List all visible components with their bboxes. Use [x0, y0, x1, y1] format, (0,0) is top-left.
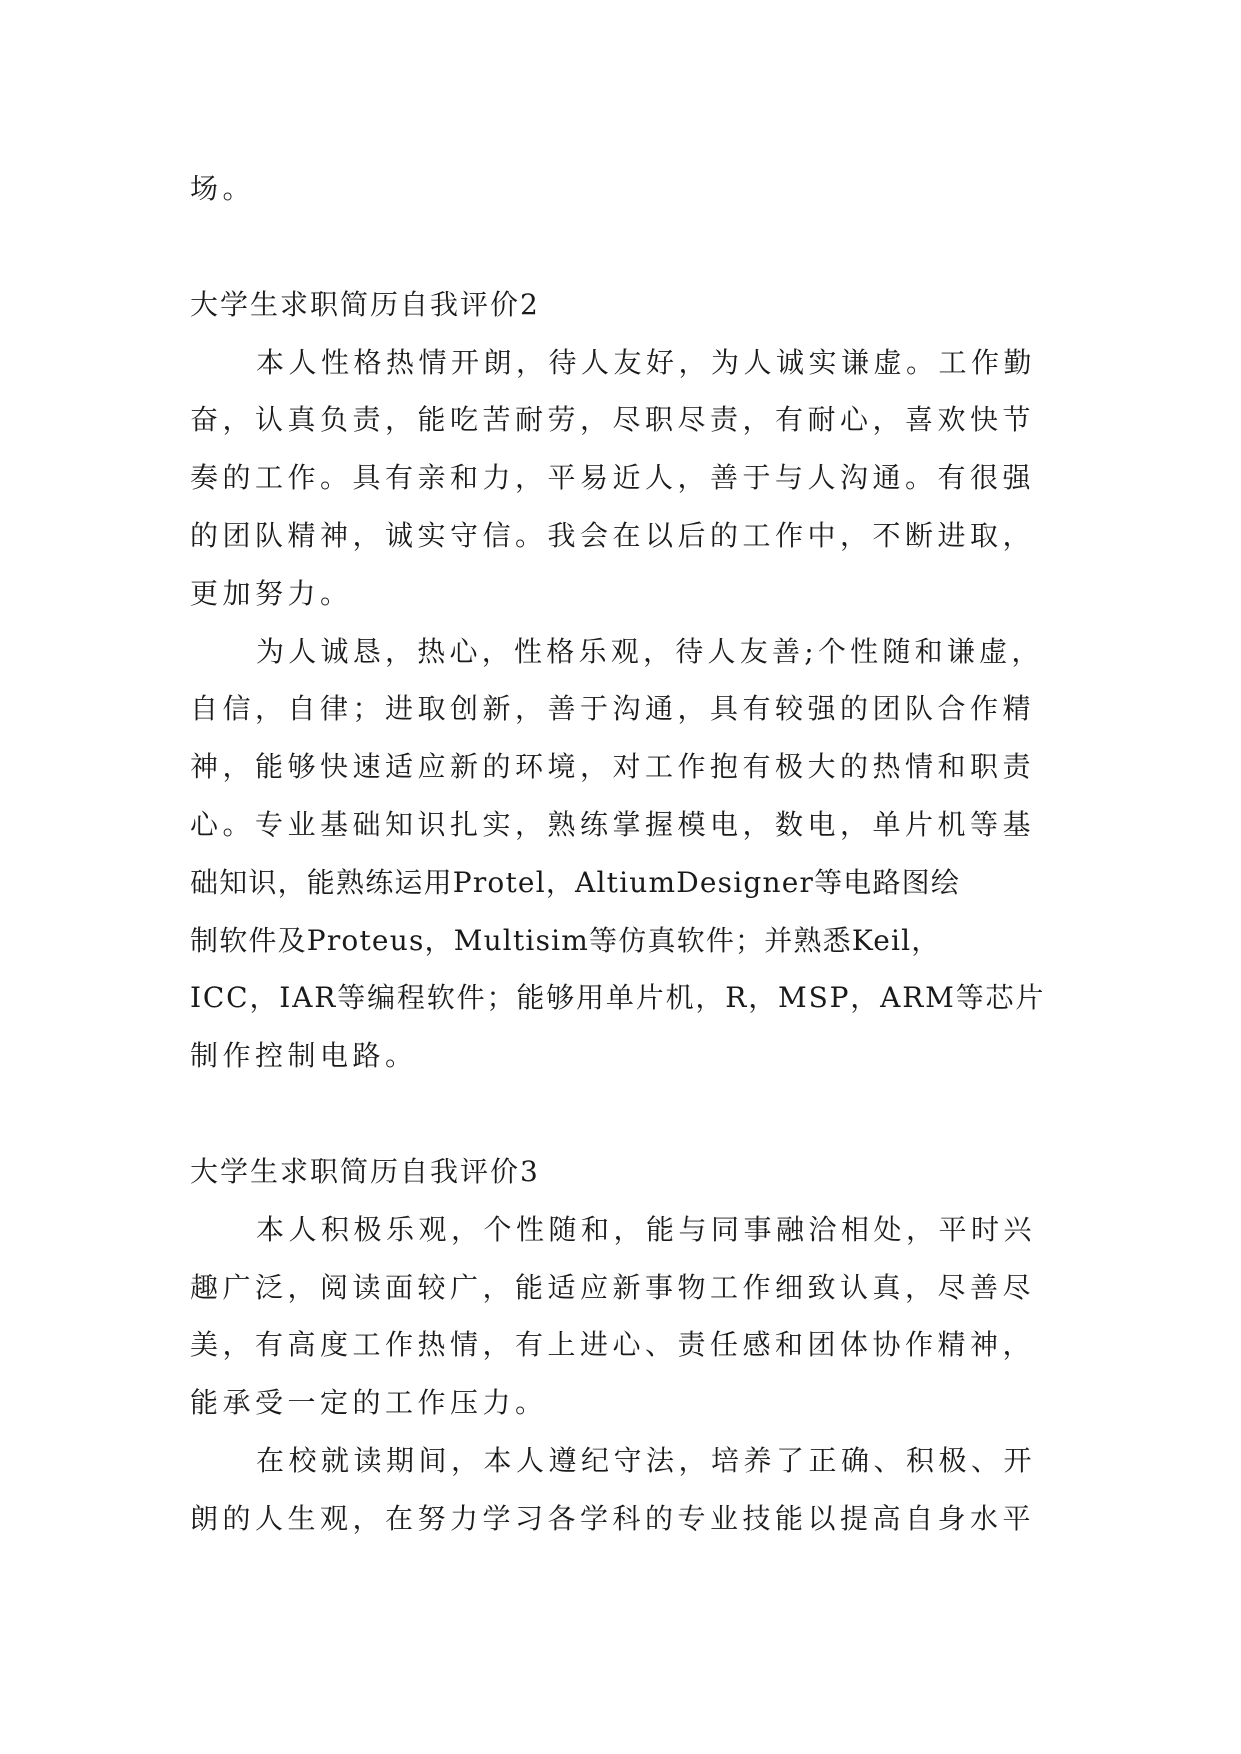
text-line: 朗的人生观，在努力学习各学科的专业技能以提高自身水平: [190, 1501, 1036, 1535]
text-line: ICC，IAR等编程软件；能够用单片机，R，MSP，ARM等芯片: [190, 981, 1046, 1015]
text-line: 为人诚恳，热心，性格乐观，待人友善;个性随和谦虚，: [256, 634, 1044, 668]
text-line: 能承受一定的工作压力。: [190, 1386, 548, 1420]
text-line: 自信，自律；进取创新，善于沟通，具有较强的团队合作精: [190, 692, 1036, 726]
text-line: 奋，认真负责，能吃苦耐劳，尽职尽责，有耐心，喜欢快节: [190, 403, 1036, 437]
text-line: 更加努力。: [190, 576, 353, 610]
text-line: 趣广泛，阅读面较广，能适应新事物工作细致认真，尽善尽: [190, 1270, 1036, 1304]
text-line: 在校就读期间，本人遵纪守法，培养了正确、积极、开: [256, 1443, 1037, 1477]
text-line: 制作控制电路。: [190, 1039, 418, 1073]
section-gap: [190, 218, 1048, 276]
continuation-line: 场。: [190, 172, 256, 205]
paragraph: [190, 1432, 1048, 1548]
document-body: [190, 160, 1048, 1548]
text-line: 制软件及Proteus，Multisim等仿真软件；并熟悉Keil，: [190, 923, 941, 957]
text-line: 本人积极乐观，个性随和，能与同事融洽相处，平时兴: [256, 1212, 1037, 1246]
text-line: 本人性格热情开朗，待人友好，为人诚实谦虚。工作勤: [256, 345, 1037, 379]
text-line: 美，有高度工作热情，有上进心、责任感和团体协作精神，: [190, 1328, 1036, 1362]
text-line: 奏的工作。具有亲和力，平易近人，善于与人沟通。有很强: [190, 461, 1036, 495]
section-heading: 大学生求职简历自我评价3: [190, 1154, 540, 1188]
text-line: 神，能够快速适应新的环境，对工作抱有极大的热情和职责: [190, 750, 1036, 784]
paragraph: [190, 623, 1048, 1085]
section-heading: 大学生求职简历自我评价2: [190, 287, 540, 321]
section-gap: [190, 1085, 1048, 1143]
paragraph: [190, 334, 1048, 623]
text-line: 的团队精神，诚实守信。我会在以后的工作中，不断进取，: [190, 518, 1036, 552]
text-line: 心。专业基础知识扎实，熟练掌握模电，数电，单片机等基: [190, 807, 1036, 841]
text-line: 础知识，能熟练运用Protel，AltiumDesigner等电路图绘: [190, 865, 961, 899]
paragraph: [190, 1201, 1048, 1432]
